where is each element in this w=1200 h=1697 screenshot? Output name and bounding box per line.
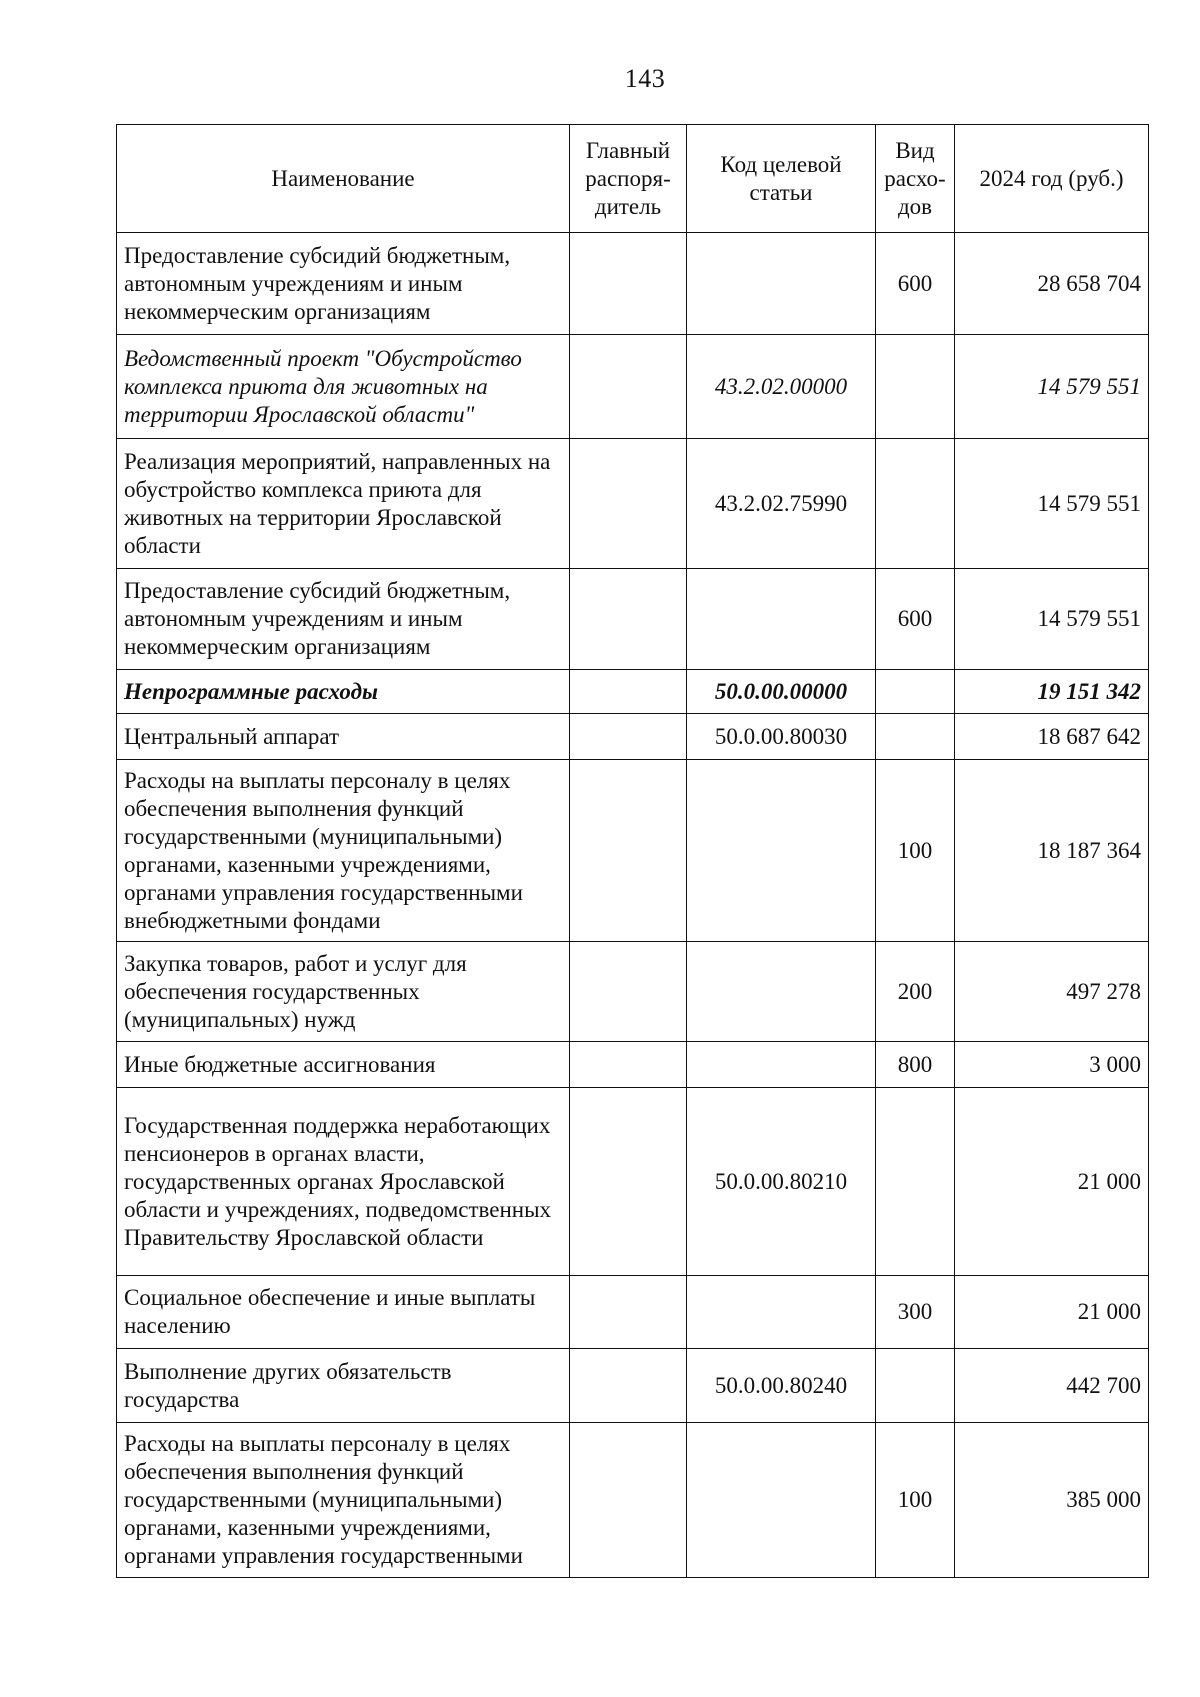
row-code <box>687 233 876 335</box>
row-amount: 18 187 364 <box>955 760 1149 942</box>
row-main-manager <box>570 1349 687 1423</box>
row-code <box>687 569 876 670</box>
row-name: Расходы на выплаты персоналу в целях обеспечения выполнения функций государственными (муниципальными) органами, казенными учреждениями, органами управления государственными <box>117 1423 570 1578</box>
row-code: 43.2.02.75990 <box>687 439 876 569</box>
row-expense-type: 300 <box>876 1276 955 1349</box>
row-name: Ведомственный проект "Обустройство комплекса приюта для животных на территории Ярославской области" <box>117 335 570 439</box>
table-row <box>117 1423 1149 1578</box>
table-row <box>117 1042 1149 1088</box>
row-amount: 497 278 <box>955 942 1149 1042</box>
row-code: 50.0.00.80030 <box>687 714 876 760</box>
row-main-manager <box>570 233 687 335</box>
table-body <box>117 233 1149 1578</box>
header-target-code: Код целевой статьи <box>687 125 876 233</box>
row-expense-type: 600 <box>876 569 955 670</box>
table-row <box>117 670 1149 714</box>
row-expense-type: 200 <box>876 942 955 1042</box>
row-name: Иные бюджетные ассигнования <box>117 1042 570 1088</box>
row-main-manager <box>570 439 687 569</box>
table-row <box>117 1349 1149 1423</box>
header-main-manager: Главный распоря-дитель <box>570 125 687 233</box>
row-code: 50.0.00.80240 <box>687 1349 876 1423</box>
row-main-manager <box>570 670 687 714</box>
row-main-manager <box>570 569 687 670</box>
budget-table <box>116 124 1149 1578</box>
row-amount: 18 687 642 <box>955 714 1149 760</box>
row-name: Закупка товаров, работ и услуг для обеспечения государственных (муниципальных) нужд <box>117 942 570 1042</box>
header-year: 2024 год (руб.) <box>955 125 1149 233</box>
row-name: Реализация мероприятий, направленных на обустройство комплекса приюта для животных на территории Ярославской области <box>117 439 570 569</box>
row-expense-type <box>876 1349 955 1423</box>
row-amount: 21 000 <box>955 1276 1149 1349</box>
row-code: 50.0.00.00000 <box>687 670 876 714</box>
row-code: 50.0.00.80210 <box>687 1088 876 1276</box>
row-name: Государственная поддержка неработающих пенсионеров в органах власти, государственных органах Ярославской области и учреждениях, подведомственных Правительству Ярославской области <box>117 1088 570 1276</box>
row-amount: 14 579 551 <box>955 439 1149 569</box>
row-code: 43.2.02.00000 <box>687 335 876 439</box>
row-amount: 28 658 704 <box>955 233 1149 335</box>
row-amount: 19 151 342 <box>955 670 1149 714</box>
row-main-manager <box>570 1088 687 1276</box>
table-row <box>117 1276 1149 1349</box>
table-header <box>117 125 1149 233</box>
header-expense-type: Вид расхо-дов <box>876 125 955 233</box>
page-number: 143 <box>624 64 666 93</box>
table-row <box>117 335 1149 439</box>
row-expense-type <box>876 335 955 439</box>
row-amount: 14 579 551 <box>955 569 1149 670</box>
table-row <box>117 942 1149 1042</box>
row-main-manager <box>570 335 687 439</box>
row-expense-type <box>876 439 955 569</box>
row-main-manager <box>570 760 687 942</box>
row-amount: 442 700 <box>955 1349 1149 1423</box>
row-name: Центральный аппарат <box>117 714 570 760</box>
row-amount: 14 579 551 <box>955 335 1149 439</box>
header-name: Наименование <box>117 125 570 233</box>
row-expense-type: 600 <box>876 233 955 335</box>
row-amount: 3 000 <box>955 1042 1149 1088</box>
table-row <box>117 714 1149 760</box>
row-name: Предоставление субсидий бюджетным, автономным учреждениям и иным некоммерческим организациям <box>117 569 570 670</box>
row-code <box>687 1042 876 1088</box>
row-name: Предоставление субсидий бюджетным, автономным учреждениям и иным некоммерческим организациям <box>117 233 570 335</box>
row-expense-type <box>876 670 955 714</box>
row-name: Расходы на выплаты персоналу в целях обеспечения выполнения функций государственными (муниципальными) органами, казенными учреждениями, органами управления государственными внебюджетными фондами <box>117 760 570 942</box>
row-expense-type <box>876 714 955 760</box>
row-expense-type <box>876 1088 955 1276</box>
row-main-manager <box>570 714 687 760</box>
row-code <box>687 1276 876 1349</box>
table-row <box>117 1088 1149 1276</box>
row-expense-type: 100 <box>876 760 955 942</box>
row-code <box>687 1423 876 1578</box>
table-row <box>117 760 1149 942</box>
row-main-manager <box>570 1276 687 1349</box>
row-expense-type: 100 <box>876 1423 955 1578</box>
row-expense-type: 800 <box>876 1042 955 1088</box>
row-name: Выполнение других обязательств государства <box>117 1349 570 1423</box>
row-code <box>687 942 876 1042</box>
table-row <box>117 569 1149 670</box>
row-main-manager <box>570 1042 687 1088</box>
row-code <box>687 760 876 942</box>
row-amount: 21 000 <box>955 1088 1149 1276</box>
table-row <box>117 439 1149 569</box>
row-main-manager <box>570 942 687 1042</box>
row-main-manager <box>570 1423 687 1578</box>
row-amount: 385 000 <box>955 1423 1149 1578</box>
table-row <box>117 233 1149 335</box>
row-name: Социальное обеспечение и иные выплаты населению <box>117 1276 570 1349</box>
row-name: Непрограммные расходы <box>117 670 570 714</box>
